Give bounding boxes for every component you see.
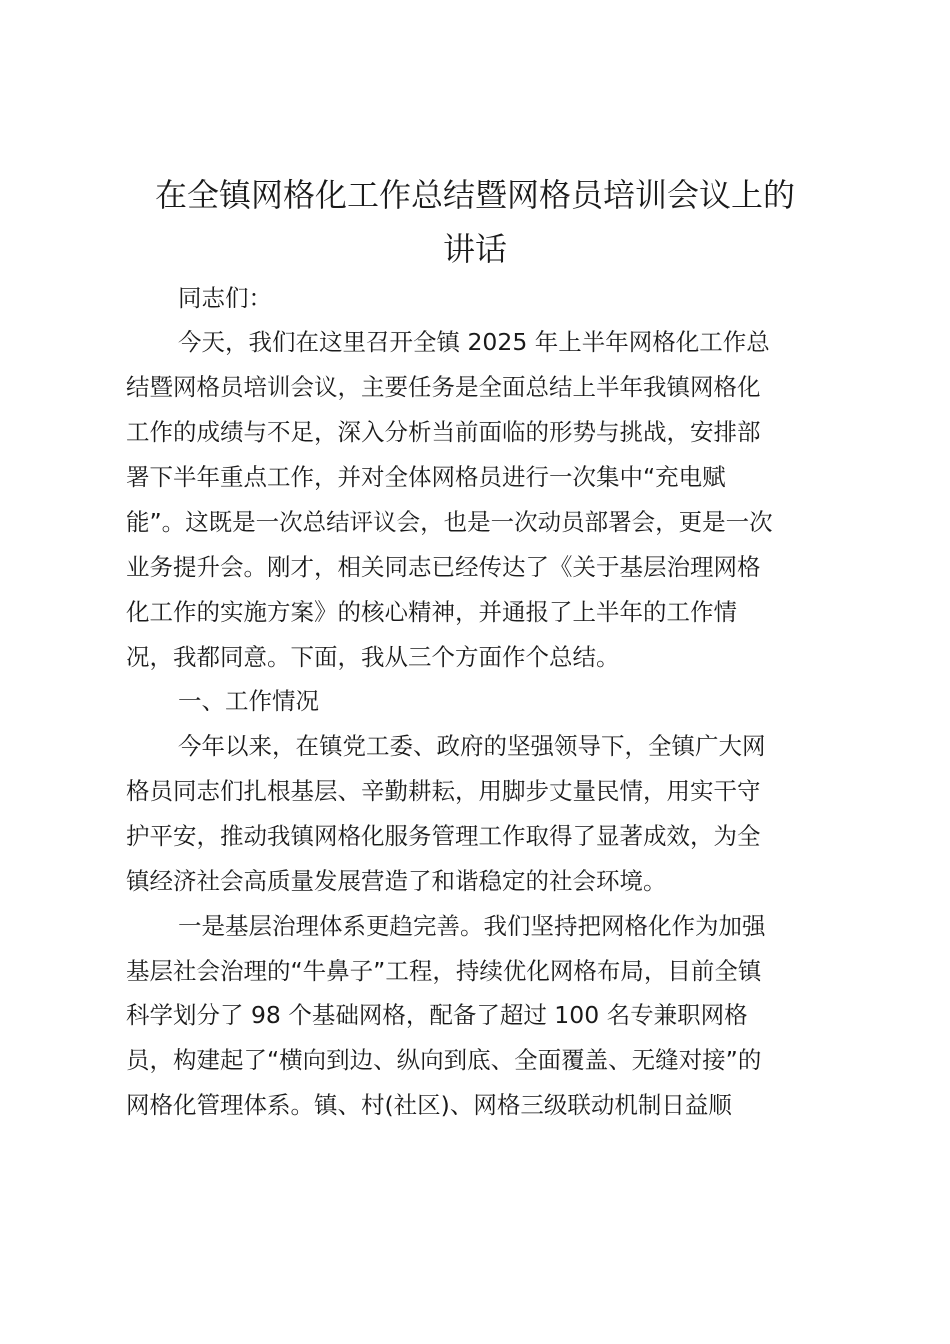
document-title-line-1: 在全镇网格化工作总结暨网格员培训会议上的 [154,176,795,214]
paragraph-line: 员，构建起了“横向到边、纵向到底、全面覆盖、无缝对接”的 [126,1046,762,1074]
paragraph-line: 镇经济社会高质量发展营造了和谐稳定的社会环境。 [126,867,667,895]
salutation: 同志们： [178,284,272,312]
paragraph-line: 能”。这既是一次总结评议会，也是一次动员部署会，更是一次 [126,508,773,536]
paragraph-line: 今天，我们在这里召开全镇 2025 年上半年网格化工作总 [178,328,770,356]
paragraph-line: 基层社会治理的“牛鼻子”工程，持续优化网格布局，目前全镇 [126,957,762,985]
section-heading: 一、工作情况 [178,687,319,715]
paragraph-line: 网格化管理体系。镇、村(社区)、网格三级联动机制日益顺 [126,1091,732,1119]
paragraph-line: 护平安，推动我镇网格化服务管理工作取得了显著成效，为全 [126,822,761,850]
paragraph-line: 化工作的实施方案》的核心精神，并通报了上半年的工作情 [126,598,737,626]
paragraph-line: 科学划分了 98 个基础网格，配备了超过 100 名专兼职网格 [126,1001,748,1029]
paragraph-line: 一是基层治理体系更趋完善。我们坚持把网格化作为加强 [178,912,766,940]
paragraph-line: 结暨网格员培训会议，主要任务是全面总结上半年我镇网格化 [126,373,761,401]
paragraph-line: 况，我都同意。下面，我从三个方面作个总结。 [126,643,620,671]
paragraph-line: 业务提升会。刚才，相关同志已经传达了《关于基层治理网格 [126,553,761,581]
document-title-line-2: 讲话 [442,230,507,268]
paragraph-line: 工作的成绩与不足，深入分析当前面临的形势与挑战，安排部 [126,418,761,446]
paragraph-line: 今年以来，在镇党工委、政府的坚强领导下，全镇广大网 [178,732,766,760]
paragraph-line: 格员同志们扎根基层、辛勤耕耘，用脚步丈量民情，用实干守 [126,777,761,805]
paragraph-line: 署下半年重点工作，并对全体网格员进行一次集中“充电赋 [126,463,726,491]
